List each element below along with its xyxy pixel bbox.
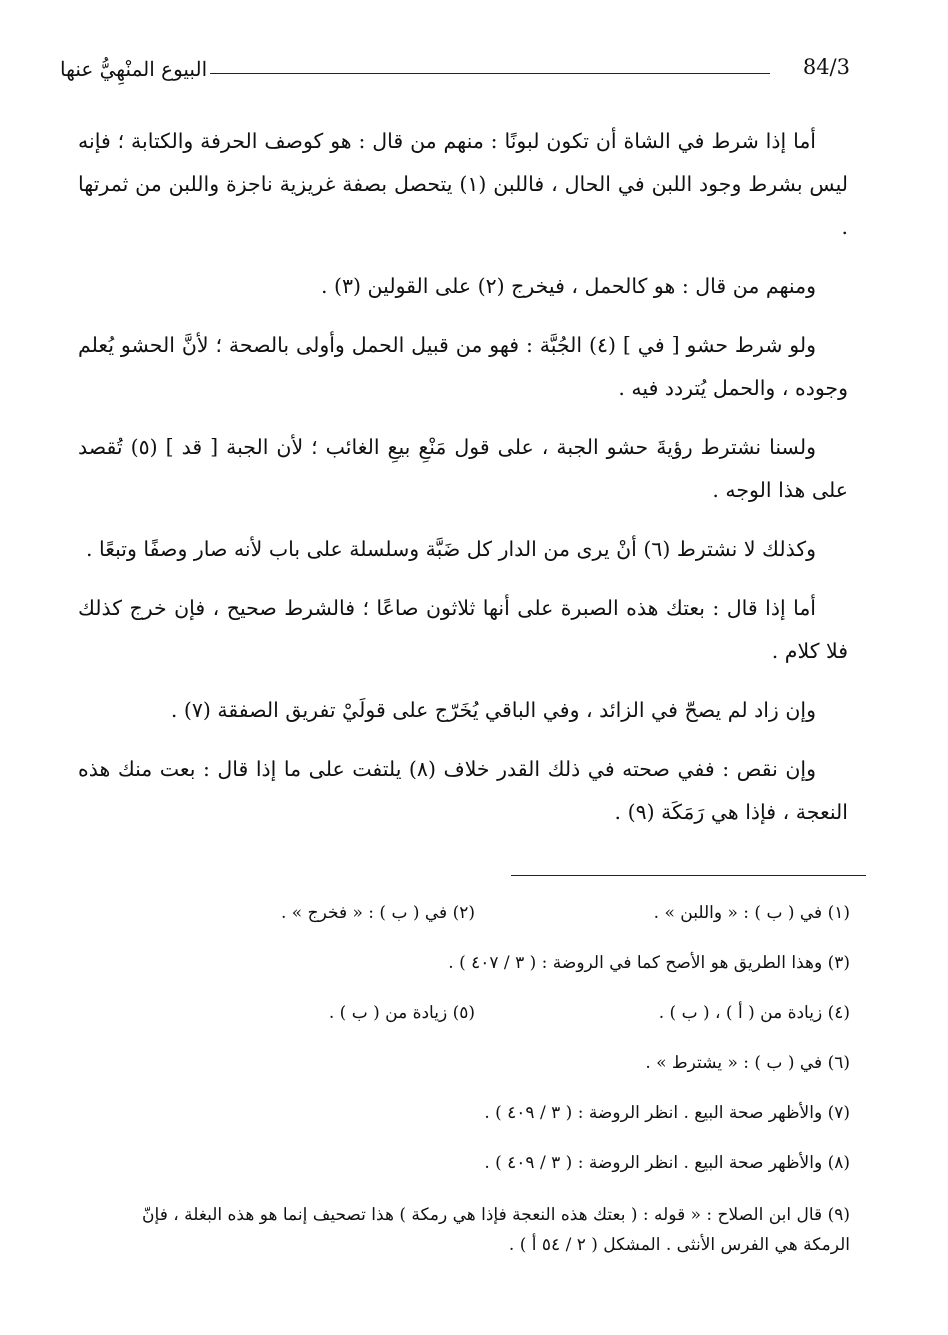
- footnote-7: (٧) والأظهر صحة البيع . انظر الروضة : ( ٣ / ٤٠٩ ) .: [484, 1103, 850, 1123]
- paragraph: وكذلك لا نشترط (٦) أنْ يرى من الدار كل ضَبَّة وسلسلة على باب لأنه صار وصفًا وتبعًا .: [85, 537, 816, 561]
- page-header: [60, 55, 850, 95]
- paragraph: ومنهم من قال : هو كالحمل ، فيخرج (٢) على القولين (٣) .: [320, 274, 816, 298]
- footnote-separator: [511, 875, 866, 876]
- footnote-1: (١) في ( ب ) : « واللبن » .: [653, 903, 850, 923]
- footnote-row: [100, 1000, 850, 1026]
- footnote-3: (٣) وهذا الطريق هو الأصح كما في الروضة : ( ٣ / ٤٠٧ ) .: [448, 953, 850, 973]
- paragraph: ولو شرط حشو [ في ] (٤) الجُبَّة : فهو من قبيل الحمل وأولى بالصحة ؛ لأنَّ الحشو يُعلم وجوده ، والحمل يُتردد فيه .: [78, 333, 848, 400]
- running-title: البيوع المنْهِيُّ عنها: [60, 57, 208, 81]
- footnote-8: (٨) والأظهر صحة البيع . انظر الروضة : ( ٣ / ٤٠٩ ) .: [484, 1153, 850, 1173]
- footnotes: [100, 900, 850, 1284]
- paragraph: وإن زاد لم يصحّ في الزائد ، وفي الباقي يُخَرّج على قولَيْ تفريق الصفقة (٧) .: [170, 698, 816, 722]
- footnote-6: (٦) في ( ب ) : « يشترط » .: [645, 1053, 850, 1073]
- header-rule: [210, 73, 770, 74]
- main-text: [78, 120, 848, 850]
- footnote-9: (٩) قال ابن الصلاح : « قوله : ( بعتك هذه النعجة فإذا هي رمكة ) هذا تصحيف إنما هو هذه البغلة ، فإنّ الرمكة هي الفرس الأنثى . المشكل ( ٢ / ٥٤ أ ) .: [142, 1205, 850, 1255]
- paragraph: أما إذا شرط في الشاة أن تكون لبونًا : منهم من قال : هو كوصف الحرفة والكتابة ؛ فإنه ليس بشرط وجود اللبن في الحال ، فاللبن (١) يتحصل بصفة غريزية ناجزة واللبن من ثمرتها .: [78, 129, 848, 239]
- paragraph: ولسنا نشترط رؤيةَ حشو الجبة ، على قول مَنْعِ بيعِ الغائب ؛ لأن الجبة [ قد ] (٥) تُقصد على هذا الوجه .: [78, 435, 848, 502]
- page-number: 84/3: [802, 55, 850, 79]
- footnote-5: (٥) زيادة من ( ب ) .: [328, 1003, 475, 1023]
- footnote-2: (٢) في ( ب ) : « فخرج » .: [281, 903, 475, 923]
- footnote-4: (٤) زيادة من ( أ ) ، ( ب ) .: [658, 1003, 850, 1023]
- footnote-row: [100, 900, 850, 926]
- paragraph: وإن نقص : ففي صحته في ذلك القدر خلاف (٨) يلتفت على ما إذا قال : بعت منك هذه النعجة ، فإذا هي رَمَكَة (٩) .: [78, 757, 848, 824]
- paragraph: أما إذا قال : بعتك هذه الصبرة على أنها ثلاثون صاعًا ؛ فالشرط صحيح ، فإن خرج كذلك فلا كلام .: [78, 596, 848, 663]
